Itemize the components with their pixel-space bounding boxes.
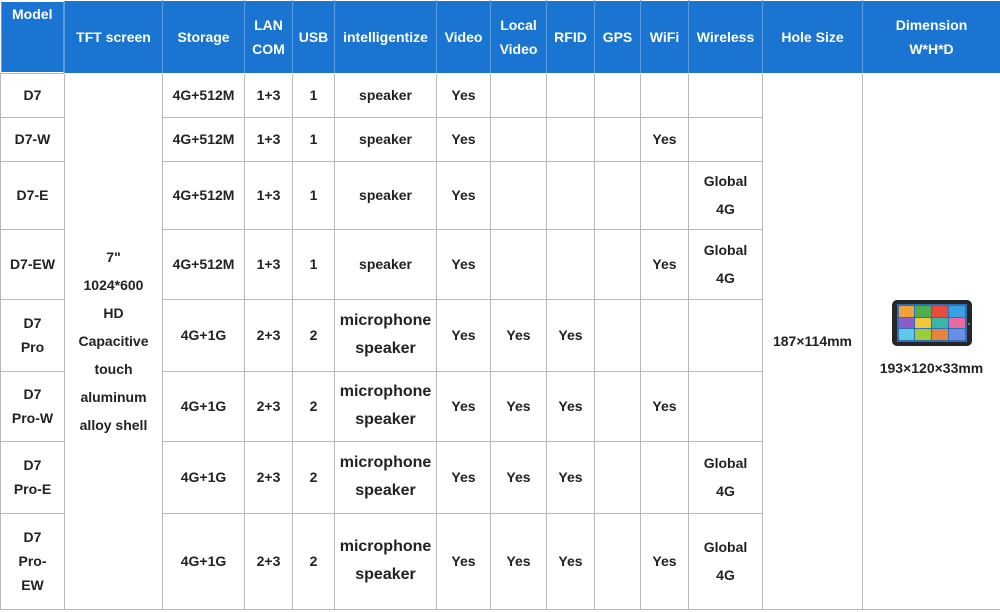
model-cell: D7-W <box>1 117 65 161</box>
tft-resolution: 1024*600 <box>83 277 144 293</box>
wifi-cell <box>641 441 689 513</box>
usb-cell: 1 <box>293 161 335 229</box>
model-cell: D7-EW <box>1 229 65 299</box>
usb-cell: 2 <box>293 299 335 371</box>
table-row <box>1 73 1000 117</box>
wifi-cell: Yes <box>641 371 689 441</box>
local-video-cell: Yes <box>491 371 547 441</box>
storage-cell: 4G+1G <box>163 441 245 513</box>
header-tft-screen: TFT screen <box>65 1 163 74</box>
wireless-cell: Global 4G <box>689 161 763 229</box>
usb-cell: 1 <box>293 229 335 299</box>
video-cell: Yes <box>437 229 491 299</box>
header-intelligentize: intelligentize <box>335 1 437 74</box>
model-cell: D7 <box>1 73 65 117</box>
wifi-cell: Yes <box>641 117 689 161</box>
header-row <box>1 1 1000 74</box>
lan-com-cell: 1+3 <box>245 117 293 161</box>
storage-cell: 4G+1G <box>163 299 245 371</box>
header-video: Video <box>437 1 491 74</box>
header-usb: USB <box>293 1 335 74</box>
wireless-cell <box>689 371 763 441</box>
wireless-cell: Global 4G <box>689 229 763 299</box>
rfid-cell <box>547 73 595 117</box>
rfid-cell <box>547 117 595 161</box>
wifi-cell: Yes <box>641 513 689 609</box>
local-video-cell: Yes <box>491 299 547 371</box>
local-video-cell: Yes <box>491 513 547 609</box>
storage-cell: 4G+512M <box>163 117 245 161</box>
gps-cell <box>595 513 641 609</box>
header-dimension: Dimension W*H*D <box>863 1 1000 74</box>
gps-cell <box>595 229 641 299</box>
local-video-cell <box>491 161 547 229</box>
gps-cell <box>595 73 641 117</box>
lan-com-cell: 2+3 <box>245 371 293 441</box>
lan-com-cell: 2+3 <box>245 441 293 513</box>
intelligentize-cell: speaker <box>335 161 437 229</box>
wireless-cell <box>689 299 763 371</box>
lan-com-cell: 1+3 <box>245 229 293 299</box>
tft-screen-cell <box>65 73 163 609</box>
header-gps: GPS <box>595 1 641 74</box>
storage-cell: 4G+512M <box>163 229 245 299</box>
lan-com-cell: 2+3 <box>245 299 293 371</box>
header-rfid: RFID <box>547 1 595 74</box>
local-video-cell: Yes <box>491 441 547 513</box>
storage-cell: 4G+1G <box>163 513 245 609</box>
video-cell: Yes <box>437 299 491 371</box>
rfid-cell: Yes <box>547 371 595 441</box>
local-video-cell <box>491 117 547 161</box>
header-local-video: Local Video <box>491 1 547 74</box>
intelligentize-cell: microphone speaker <box>335 513 437 609</box>
rfid-cell: Yes <box>547 513 595 609</box>
video-cell: Yes <box>437 73 491 117</box>
dimension-cell <box>863 73 1000 609</box>
tft-size: 7" <box>106 249 121 265</box>
usb-cell: 2 <box>293 513 335 609</box>
model-cell: D7 Pro-W <box>1 371 65 441</box>
wireless-cell <box>689 117 763 161</box>
tablet-device-image <box>892 300 972 346</box>
model-cell: D7-E <box>1 161 65 229</box>
header-hole-size: Hole Size <box>763 1 863 74</box>
gps-cell <box>595 441 641 513</box>
gps-cell <box>595 161 641 229</box>
wifi-cell <box>641 299 689 371</box>
table-body <box>1 73 1000 609</box>
lan-com-cell: 1+3 <box>245 73 293 117</box>
model-cell: D7 Pro-E <box>1 441 65 513</box>
gps-cell <box>595 299 641 371</box>
header-wifi: WiFi <box>641 1 689 74</box>
usb-cell: 1 <box>293 117 335 161</box>
wifi-cell <box>641 161 689 229</box>
wireless-cell: Global 4G <box>689 441 763 513</box>
intelligentize-cell: microphone speaker <box>335 299 437 371</box>
lan-com-cell: 1+3 <box>245 161 293 229</box>
model-cell: D7 Pro- EW <box>1 513 65 609</box>
tft-description: HD Capacitive touch aluminum alloy shell <box>78 305 149 433</box>
rfid-cell <box>547 161 595 229</box>
header-lan-com: LAN COM <box>245 1 293 74</box>
intelligentize-cell: speaker <box>335 73 437 117</box>
hole-size-cell: 187×114mm <box>763 73 863 609</box>
wifi-cell <box>641 73 689 117</box>
intelligentize-cell: microphone speaker <box>335 371 437 441</box>
local-video-cell <box>491 73 547 117</box>
wireless-cell <box>689 73 763 117</box>
wifi-cell: Yes <box>641 229 689 299</box>
usb-cell: 2 <box>293 371 335 441</box>
dimension-value: 193×120×33mm <box>879 360 984 376</box>
video-cell: Yes <box>437 117 491 161</box>
local-video-cell <box>491 229 547 299</box>
intelligentize-cell: speaker <box>335 117 437 161</box>
usb-cell: 2 <box>293 441 335 513</box>
usb-cell: 1 <box>293 73 335 117</box>
wireless-cell: Global 4G <box>689 513 763 609</box>
storage-cell: 4G+1G <box>163 371 245 441</box>
intelligentize-cell: microphone speaker <box>335 441 437 513</box>
model-cell: D7 Pro <box>1 299 65 371</box>
video-cell: Yes <box>437 371 491 441</box>
gps-cell <box>595 117 641 161</box>
header-model: Model <box>1 1 65 73</box>
rfid-cell: Yes <box>547 441 595 513</box>
storage-cell: 4G+512M <box>163 73 245 117</box>
header-wireless: Wireless <box>689 1 763 74</box>
video-cell: Yes <box>437 513 491 609</box>
intelligentize-cell: speaker <box>335 229 437 299</box>
lan-com-cell: 2+3 <box>245 513 293 609</box>
storage-cell: 4G+512M <box>163 161 245 229</box>
gps-cell <box>595 371 641 441</box>
video-cell: Yes <box>437 441 491 513</box>
rfid-cell <box>547 229 595 299</box>
header-storage: Storage <box>163 1 245 74</box>
rfid-cell: Yes <box>547 299 595 371</box>
video-cell: Yes <box>437 161 491 229</box>
